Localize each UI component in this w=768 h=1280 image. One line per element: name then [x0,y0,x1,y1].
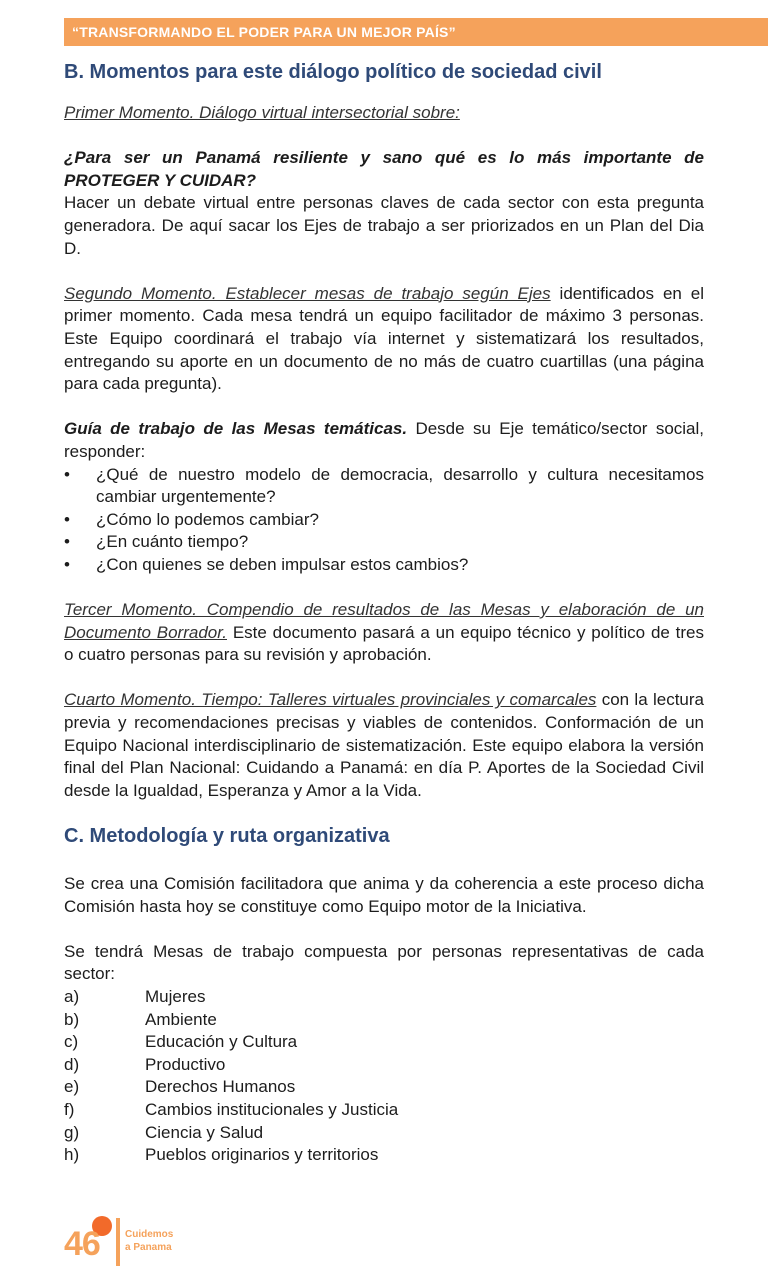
document-body [64,58,704,1167]
list-item [64,554,704,577]
brand-line-1: Cuidemos [125,1229,174,1240]
list-item [64,1009,704,1032]
list-item [64,1031,704,1054]
list-item [64,1122,704,1145]
brand-logo-text [125,1228,173,1254]
moment-2-label: Segundo Momento. Establecer mesas de trabajo según Ejes [64,283,551,303]
moment-3-label: Tercer Momento. Compendio de resultados de las Mesas y elaboración de un Documento Borrador. [64,600,704,642]
bullet-text: ¿Cómo lo podemos cambiar? [96,509,319,529]
page-number: 46 [64,1225,100,1263]
list-item [64,531,704,554]
list-text: Pueblos originarios y territorios [145,1145,379,1165]
moment-1-label-text: Primer Momento. Diálogo virtual intersectorial sobre: [64,103,460,122]
moment-2-paragraph [64,283,704,396]
bullet-icon: • [64,509,70,529]
bullet-text: ¿Qué de nuestro modelo de democracia, desarrollo y cultura necesitamos cambiar urgentemente? [96,464,704,507]
guide-paragraph [64,418,704,463]
sector-list [64,986,704,1167]
list-item [64,1144,704,1167]
question-bullet-list [64,464,704,577]
bullet-text: ¿En cuánto tiempo? [96,532,249,552]
list-text: Ciencia y Salud [145,1122,264,1142]
section-c-paragraph-1: Se crea una Comisión facilitadora que anima y da coherencia a este proceso dicha Comisión hasta hoy se constituye como Equipo motor de la Iniciativa. [64,874,704,916]
moment-3-text: Este documento pasará a un equipo técnico y político de tres o cuatro personas para su revisión y aprobación. [64,622,705,665]
moment-1-text: Hacer un debate virtual entre personas claves de cada sector con esta pregunta generadora. De aquí sacar los Ejes de trabajo a ser priorizados en un Plan del Dia D. [64,193,704,258]
moment-4-paragraph [64,689,704,802]
moment-2-text: identificados en el primer momento. Cada mesa tendrá un equipo facilitador de máximo 3 personas. Este Equipo coordinará el trabajo vía internet y sistematizará los resultados, entregando su aporte en un documento de no más de cuatro cuartillas (una página para cada pregunta). [64,283,704,394]
list-item [64,986,704,1009]
list-text: Mujeres [145,986,206,1006]
list-text: Cambios institucionales y Justicia [145,1099,399,1119]
moment-1-label [64,102,704,125]
list-letter: a) [64,986,80,1006]
list-text: Ambiente [145,1009,217,1029]
section-b-title: B. Momentos para este diálogo político de sociedad civil [64,61,602,83]
list-item [64,1076,704,1099]
brand-line-2: a Panama [125,1242,172,1253]
bullet-icon: • [64,554,70,574]
list-text: Productivo [145,1054,226,1074]
guide-text: Desde su Eje temático/sector social, responder: [64,419,704,461]
list-letter: g) [64,1122,80,1142]
list-item [64,509,704,532]
guide-label: Guía de trabajo de las Mesas temáticas. [64,419,408,439]
moment-4-label: Cuarto Momento. Tiempo: Talleres virtuales provinciales y comarcales [64,690,597,710]
header-banner: “TRANSFORMANDO EL PODER PARA UN MEJOR PAÍS” [64,18,768,46]
bullet-icon: • [64,532,70,552]
section-c-paragraph-2: Se tendrá Mesas de trabajo compuesta por personas representativas de cada sector: [64,941,704,984]
page-footer [64,1216,264,1268]
section-c-title: C. Metodología y ruta organizativa [64,825,390,848]
guiding-question: ¿Para ser un Panamá resiliente y sano qué es lo más importante de PROTEGER Y CUIDAR? [64,148,704,190]
bullet-icon: • [64,464,70,484]
moment-3-paragraph [64,599,704,667]
list-text: Educación y Cultura [145,1032,298,1052]
list-item [64,464,704,509]
bullet-text: ¿Con quienes se deben impulsar estos cambios? [96,554,469,574]
list-letter: b) [64,1009,80,1029]
list-letter: h) [64,1145,80,1165]
list-text: Derechos Humanos [145,1077,296,1097]
list-item [64,1054,704,1077]
list-letter: e) [64,1077,80,1097]
list-letter: f) [64,1099,75,1119]
moment-4-text: con la lectura previa y recomendaciones precisas y viables de contenidos. Conformación de un Equipo Nacional interdisciplinario de sistematización. Este equipo elabora la versión final del Plan Nacional: Cuidando a Panamá: en día P. Aportes de la Sociedad Civil desde la Igualdad, Esperanza y Amor a la Vida. [64,690,704,800]
list-letter: c) [64,1032,79,1052]
list-letter: d) [64,1054,80,1074]
list-item [64,1099,704,1122]
footer-divider [116,1218,120,1266]
